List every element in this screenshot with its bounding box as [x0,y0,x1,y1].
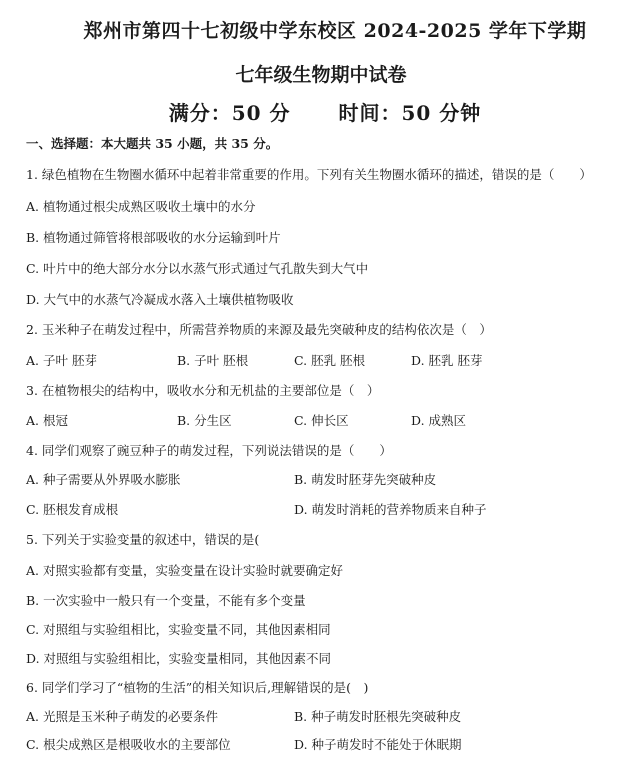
question-stem-3: 3. 在植物根尖的结构中，吸收水分和无机盐的主要部位是（ ） [26,383,380,398]
option-3a: A. 根冠 [26,413,68,428]
option-5a: A. 对照实验都有变量，实验变量在设计实验时就要确定好 [26,563,343,578]
exam-title-subject: 七年级生物期中试卷 [235,64,407,86]
option-2d: D. 胚乳 胚芽 [411,353,483,368]
option-4c: C. 胚根发育成根 [26,502,119,517]
question-stem-4: 4. 同学们观察了豌豆种子的萌发过程，下列说法错误的是（ ） [26,443,392,458]
option-4a: A. 种子需要从外界吸水膨胀 [26,472,181,487]
option-6b: B. 种子萌发时胚根先突破种皮 [294,709,462,724]
question-stem-2: 2. 玉米种子在萌发过程中，所需营养物质的来源及最先突破种皮的结构依次是（ ） [26,322,492,337]
option-5c: C. 对照组与实验组相比，实验变量不同，其他因素相同 [26,622,331,637]
option-1a: A. 植物通过根尖成熟区吸收土壤中的水分 [26,199,256,214]
question-stem-5: 5. 下列关于实验变量的叙述中，错误的是( [26,532,260,547]
question-stem-6: 6. 同学们学习了“植物的生活”的相关知识后,理解错误的是( ) [26,680,369,695]
option-2b: B. 子叶 胚根 [177,353,249,368]
section-heading: 一、选择题：本大题共 35 小题，共 35 分。 [26,136,279,151]
option-4d: D. 萌发时消耗的营养物质来自种子 [294,502,487,517]
option-1b: B. 植物通过筛管将根部吸收的水分运输到叶片 [26,230,281,245]
option-2c: C. 胚乳 胚根 [294,353,366,368]
option-3b: B. 分生区 [177,413,232,428]
option-3d: D. 成熟区 [411,413,467,428]
question-stem-1: 1. 绿色植物在生物圈水循环中起着非常重要的作用。下列有关生物圈水循环的描述，错误的是（ ） [26,167,592,182]
full-score: 满分：50 分 [168,101,291,125]
exam-score-time [0,97,630,126]
option-4b: B. 萌发时胚芽先突破种皮 [294,472,437,487]
option-6d: D. 种子萌发时不能处于休眠期 [294,737,462,752]
option-6a: A. 光照是玉米种子萌发的必要条件 [26,709,218,724]
exam-time: 时间：50 分钟 [338,101,482,125]
option-3c: C. 伸长区 [294,413,349,428]
option-1c: C. 叶片中的绝大部分水分以水蒸气形式通过气孔散失到大气中 [26,261,369,276]
option-5b: B. 一次实验中一般只有一个变量，不能有多个变量 [26,593,306,608]
option-5d: D. 对照组与实验组相比，实验变量相同，其他因素不同 [26,651,332,666]
option-1d: D. 大气中的水蒸气冷凝成水落入土壤供植物吸收 [26,292,294,307]
option-6c: C. 根尖成熟区是根吸收水的主要部位 [26,737,231,752]
option-2a: A. 子叶 胚芽 [26,353,97,368]
exam-title-school: 郑州市第四十七初级中学东校区 2024-2025 学年下学期 [83,20,587,42]
